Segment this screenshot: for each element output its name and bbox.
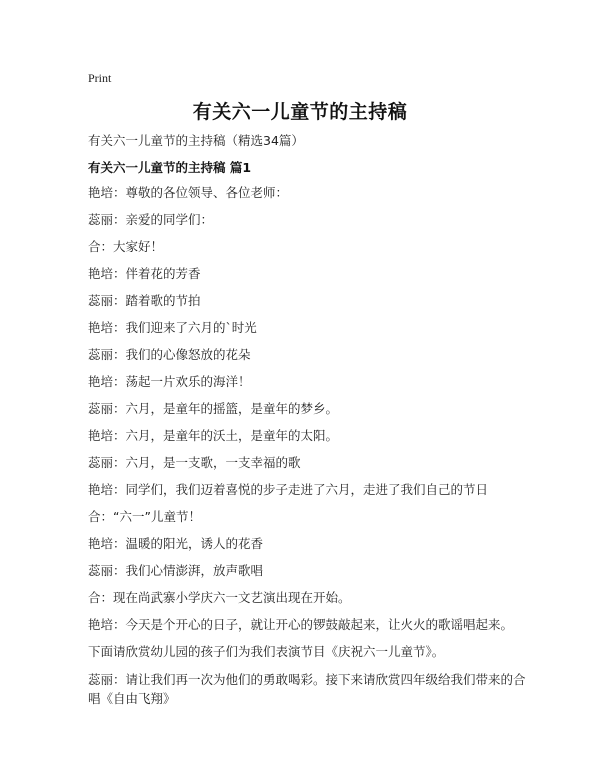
dialogue-line: 下面请欣赏幼儿园的孩子们为我们表演节目《庆祝六一儿童节》。	[88, 644, 445, 659]
dialogue-line: 艳培：伴着花的芳香	[88, 266, 201, 281]
dialogue-line: 蕊丽：踏着歌的节拍	[88, 293, 201, 308]
section-heading: 有关六一儿童节的主持稿 篇1	[88, 160, 252, 175]
dialogue-line: 蕊丽：我们的心像怒放的花朵	[88, 347, 251, 362]
dialogue-line: 艳培：今天是个开心的日子，就让开心的锣鼓敲起来，让火火的歌谣唱起来。	[88, 617, 514, 632]
dialogue-line: 蕊丽：我们心情澎湃，放声歌唱	[88, 563, 264, 578]
print-link[interactable]: Print	[88, 71, 112, 85]
dialogue-line: 艳培：荡起一片欢乐的海洋！	[88, 374, 251, 389]
dialogue-line: 合：“六一”儿童节！	[88, 509, 201, 524]
document-subtitle: 有关六一儿童节的主持稿（精选34篇）	[88, 133, 304, 148]
dialogue-line: 合：大家好！	[88, 239, 164, 254]
dialogue-line: 合：现在尚武寨小学庆六一文艺演出现在开始。	[88, 590, 351, 605]
dialogue-line: 蕊丽：六月，是童年的摇篮，是童年的梦乡。	[88, 401, 339, 416]
dialogue-line: 蕊丽：六月，是一支歌，一支幸福的歌	[88, 455, 301, 470]
dialogue-lines	[88, 184, 528, 708]
dialogue-line: 蕊丽：亲爱的同学们：	[88, 212, 214, 227]
dialogue-line: 艳培：温暖的阳光，诱人的花香	[88, 536, 264, 551]
dialogue-line: 艳培：六月，是童年的沃土，是童年的太阳。	[88, 428, 339, 443]
document-title: 有关六一儿童节的主持稿	[192, 101, 408, 123]
dialogue-line: 蕊丽：请让我们再一次为他们的勇敢喝彩。接下来请欣赏四年级给我们带来的合唱《自由飞翔》	[88, 672, 526, 706]
dialogue-line: 艳培：我们迎来了六月的`时光	[88, 320, 257, 335]
dialogue-line: 艳培：尊敬的各位领导、各位老师：	[88, 185, 289, 200]
dialogue-line: 艳培：同学们，我们迈着喜悦的步子走进了六月，走进了我们自己的节日	[88, 482, 489, 497]
